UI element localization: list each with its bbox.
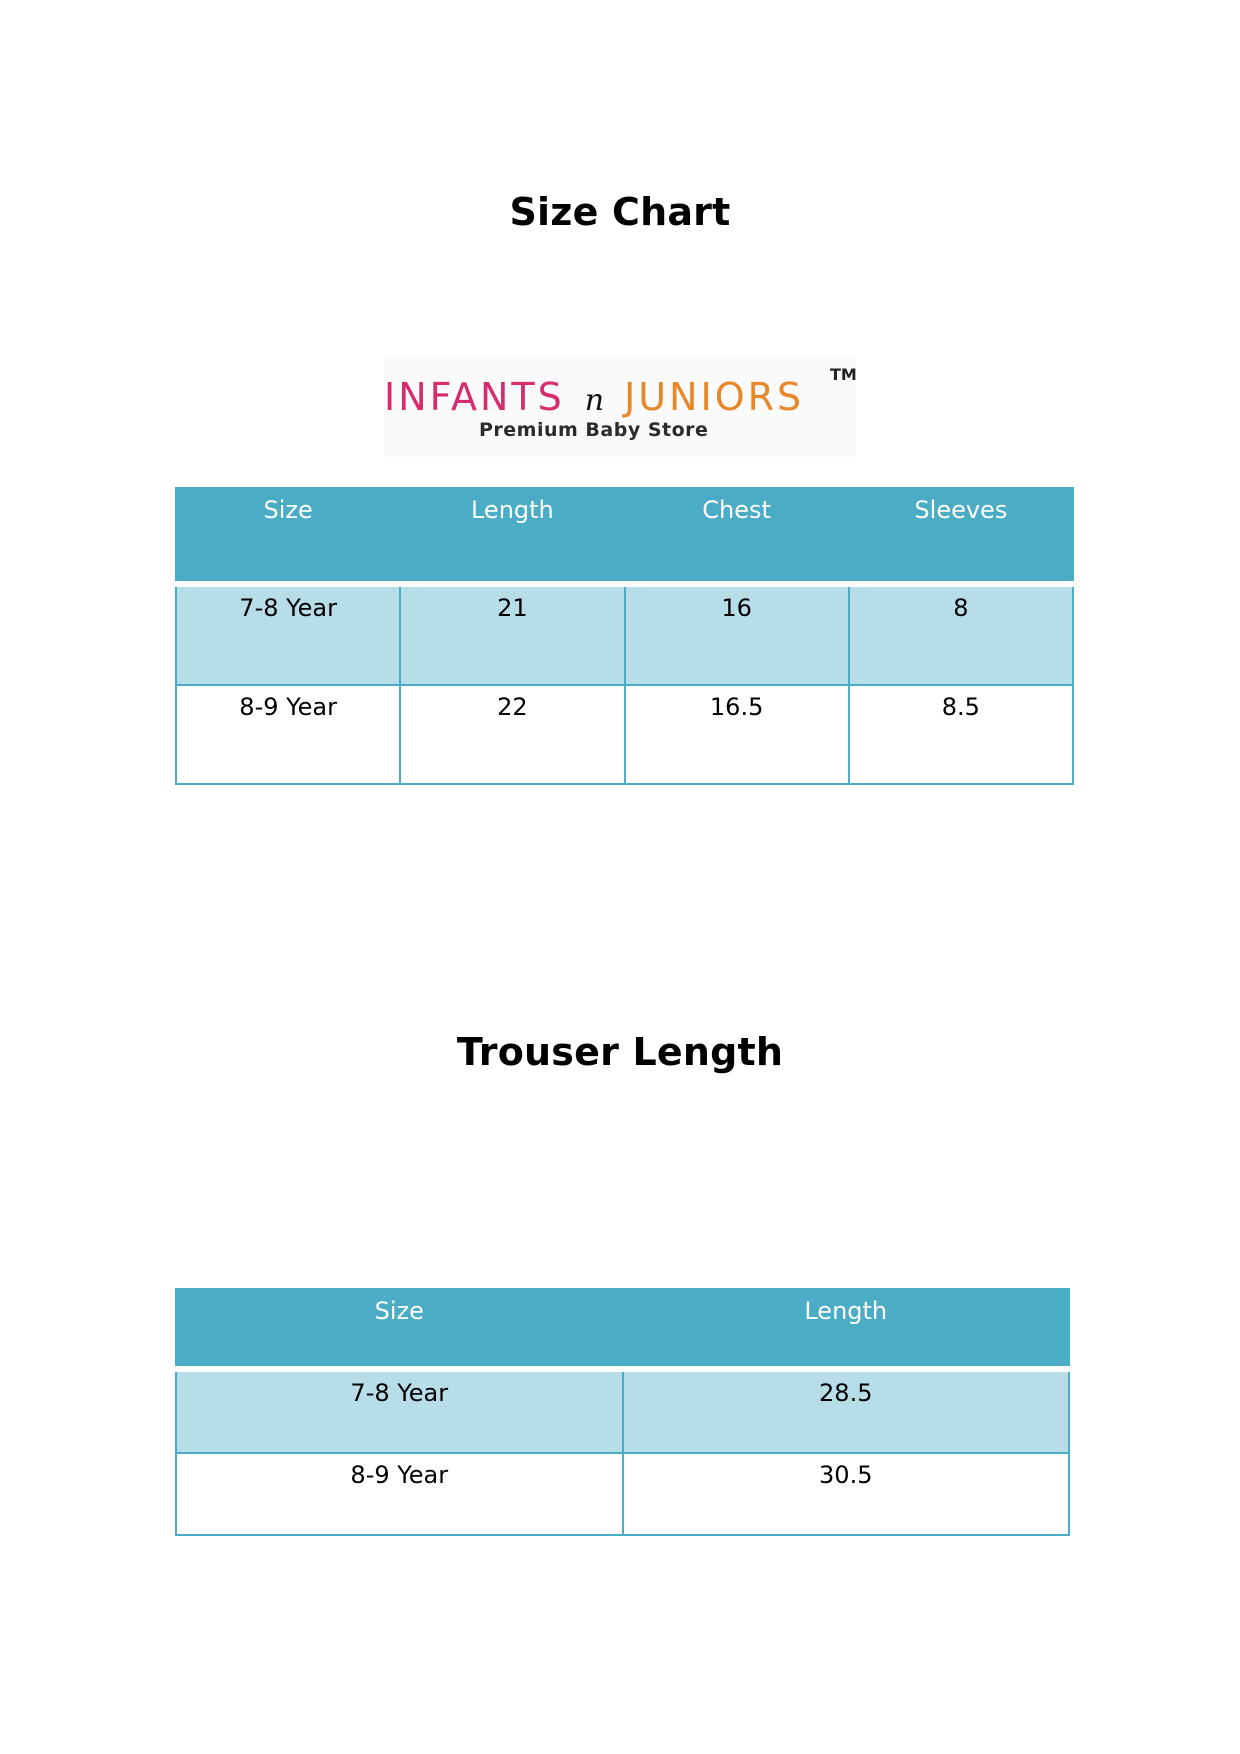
table-cell-length: 28.5 xyxy=(623,1369,1070,1453)
page-title: Size Chart xyxy=(509,190,731,234)
table-cell-size: 8-9 Year xyxy=(176,685,400,784)
table-cell-chest: 16.5 xyxy=(625,685,849,784)
logo-brand-second: JUNIORS xyxy=(624,375,805,419)
brand-logo xyxy=(384,357,856,457)
table-row xyxy=(176,584,1073,685)
trademark-symbol: TM xyxy=(830,365,857,384)
table-cell-length: 21 xyxy=(400,584,624,685)
column-header-size: Size xyxy=(176,488,400,584)
table-cell-chest: 16 xyxy=(625,584,849,685)
column-header-length: Length xyxy=(623,1289,1070,1369)
logo-tagline: Premium Baby Store xyxy=(479,419,709,441)
column-header-chest: Chest xyxy=(625,488,849,584)
logo-wordmark xyxy=(384,375,804,419)
table-header-row xyxy=(176,1289,1069,1369)
table-row xyxy=(176,685,1073,784)
table-header-row xyxy=(176,488,1073,584)
logo-brand-first: INFANTS xyxy=(384,375,565,419)
column-header-size: Size xyxy=(176,1289,623,1369)
table-cell-size: 7-8 Year xyxy=(176,584,400,685)
column-header-length: Length xyxy=(400,488,624,584)
table-cell-sleeves: 8.5 xyxy=(849,685,1073,784)
column-header-sleeves: Sleeves xyxy=(849,488,1073,584)
table-cell-size: 8-9 Year xyxy=(176,1453,623,1535)
table-cell-size: 7-8 Year xyxy=(176,1369,623,1453)
table-row xyxy=(176,1453,1069,1535)
trouser-length-table xyxy=(175,1288,1070,1536)
table-row xyxy=(176,1369,1069,1453)
size-chart-table xyxy=(175,487,1074,785)
section-title: Trouser Length xyxy=(456,1030,784,1074)
table-cell-length: 22 xyxy=(400,685,624,784)
table-cell-sleeves: 8 xyxy=(849,584,1073,685)
logo-connector: n xyxy=(584,383,605,418)
table-cell-length: 30.5 xyxy=(623,1453,1070,1535)
